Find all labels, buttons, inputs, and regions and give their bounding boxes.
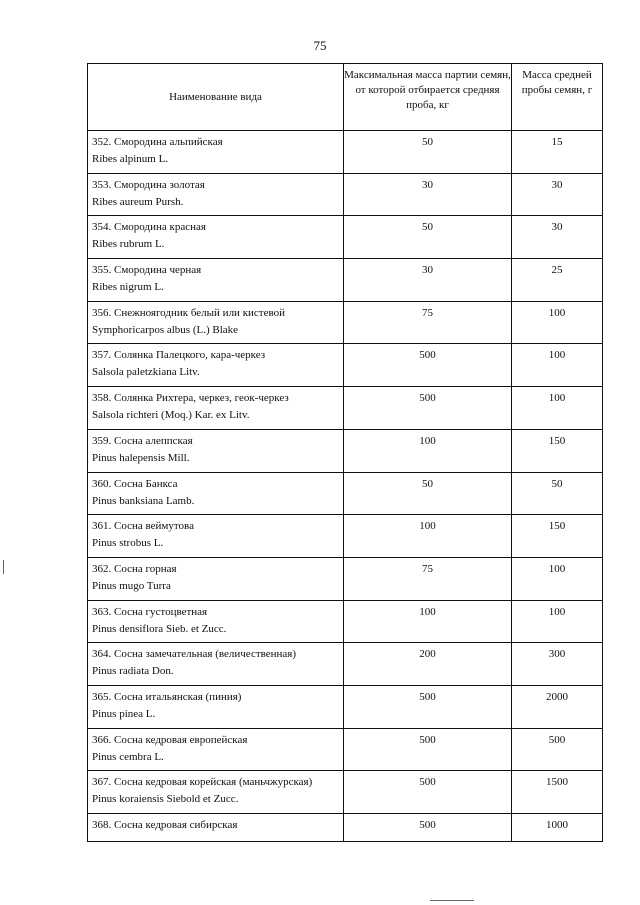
- table-row: [88, 259, 603, 302]
- sample-mass-cell: 500: [512, 728, 603, 771]
- species-name-ru: 359. Сосна алеппская: [92, 434, 193, 447]
- species-name-latin: Pinus densiflora Sieb. et Zucc.: [92, 622, 227, 635]
- species-name-cell: [88, 301, 344, 344]
- species-name-ru: 358. Солянка Рихтера, черкез, геок-черкез: [92, 392, 289, 405]
- species-name-latin: Pinus cembra L.: [92, 750, 164, 763]
- table-header: [88, 64, 603, 131]
- table-row: [88, 472, 603, 515]
- lot-mass-cell: 500: [344, 344, 512, 387]
- species-name-ru: 354. Смородина красная: [92, 221, 206, 234]
- lot-mass-cell: 100: [344, 429, 512, 472]
- table-row: [88, 814, 603, 842]
- species-name-cell: [88, 429, 344, 472]
- lot-mass-cell: 500: [344, 814, 512, 842]
- species-name-ru: 352. Смородина альпийская: [92, 136, 223, 148]
- lot-mass-cell: 500: [344, 728, 512, 771]
- seed-table: [87, 63, 603, 842]
- sample-mass-cell: 150: [512, 429, 603, 472]
- sample-mass-cell: 100: [512, 344, 603, 387]
- table-row: [88, 600, 603, 643]
- table-row: [88, 685, 603, 728]
- species-name-latin: Symphoricarpos albus (L.) Blake: [92, 323, 239, 336]
- species-name-ru: 361. Сосна веймутова: [92, 520, 194, 533]
- lot-mass-cell: 30: [344, 259, 512, 302]
- table-row: [88, 557, 603, 600]
- page-number: 75: [313, 38, 327, 53]
- species-name-cell: [88, 131, 344, 174]
- species-name-cell: [88, 728, 344, 771]
- table-row: [88, 429, 603, 472]
- lot-mass-cell: 75: [344, 301, 512, 344]
- species-name-latin: Pinus banksiana Lamb.: [92, 494, 195, 507]
- species-name-latin: Ribes nigrum L.: [92, 281, 164, 294]
- sample-mass-cell: 1000: [512, 814, 603, 842]
- sample-mass-cell: 150: [512, 515, 603, 558]
- species-name-cell: [88, 472, 344, 515]
- sample-mass-cell: 100: [512, 600, 603, 643]
- species-name-latin: Pinus pinea L.: [92, 707, 156, 720]
- species-name-cell: [88, 387, 344, 430]
- sample-mass-cell: 100: [512, 301, 603, 344]
- sample-mass-cell: 100: [512, 387, 603, 430]
- lot-mass-cell: 500: [344, 685, 512, 728]
- species-name-latin: Pinus strobus L.: [92, 537, 164, 550]
- species-name-latin: Pinus mugo Turra: [92, 579, 171, 592]
- table-row: [88, 216, 603, 259]
- header-lot-mass: Максимальная масса партии семян, от которой отбирается средняя проба, кг: [344, 64, 512, 131]
- table-row: [88, 173, 603, 216]
- species-name-ru: 366. Сосна кедровая европейская: [92, 733, 248, 746]
- species-name-cell: [88, 643, 344, 686]
- species-name-ru: 356. Снежноягодник белый или кистевой: [92, 306, 285, 319]
- species-name-latin: Pinus radiata Don.: [92, 665, 174, 678]
- species-name-ru: 357. Солянка Палецкого, кара-черкез: [92, 349, 266, 362]
- species-name-latin: Ribes rubrum L.: [92, 238, 165, 251]
- species-name-latin: Ribes aureum Pursh.: [92, 195, 184, 208]
- sample-mass-cell: 100: [512, 557, 603, 600]
- species-name-latin: Pinus halepensis Mill.: [92, 451, 190, 464]
- lot-mass-cell: 50: [344, 131, 512, 174]
- table-row: [88, 728, 603, 771]
- species-name-ru: 363. Сосна густоцветная: [92, 605, 208, 618]
- lot-mass-cell: 50: [344, 216, 512, 259]
- scan-mark-bottom: [430, 900, 474, 901]
- lot-mass-cell: 75: [344, 557, 512, 600]
- table-row: [88, 643, 603, 686]
- header-row: [88, 64, 603, 131]
- sample-mass-cell: 2000: [512, 685, 603, 728]
- species-name-ru: 362. Сосна горная: [92, 562, 177, 575]
- species-name-ru: 353. Смородина золотая: [92, 178, 205, 191]
- sample-mass-cell: 30: [512, 216, 603, 259]
- sample-mass-cell: 1500: [512, 771, 603, 814]
- table-body: [88, 131, 603, 842]
- sample-mass-cell: 30: [512, 173, 603, 216]
- sample-mass-cell: 25: [512, 259, 603, 302]
- sample-mass-cell: 50: [512, 472, 603, 515]
- lot-mass-cell: 200: [344, 643, 512, 686]
- table-row: [88, 387, 603, 430]
- lot-mass-cell: 50: [344, 472, 512, 515]
- species-name-latin: Salsola richteri (Moq.) Kar. ex Litv.: [92, 409, 250, 422]
- species-name-cell: [88, 771, 344, 814]
- species-name-latin: Pinus koraiensis Siebold et Zucc.: [92, 793, 239, 806]
- table-row: [88, 131, 603, 174]
- lot-mass-cell: 30: [344, 173, 512, 216]
- species-name-cell: [88, 557, 344, 600]
- species-name-cell: [88, 173, 344, 216]
- species-name-cell: [88, 216, 344, 259]
- species-name-ru: 368. Сосна кедровая сибирская: [92, 819, 238, 831]
- species-name-cell: [88, 685, 344, 728]
- lot-mass-cell: 500: [344, 387, 512, 430]
- species-name-ru: 365. Сосна итальянская (пиния): [92, 690, 242, 703]
- species-name-cell: [88, 259, 344, 302]
- species-name-cell: [88, 515, 344, 558]
- species-name-cell: [88, 600, 344, 643]
- species-name-latin: Ribes alpinum L.: [92, 153, 169, 165]
- lot-mass-cell: 100: [344, 515, 512, 558]
- table-row: [88, 301, 603, 344]
- species-name-cell: [88, 814, 344, 842]
- species-name-ru: 360. Сосна Банкса: [92, 477, 178, 490]
- sample-mass-cell: 300: [512, 643, 603, 686]
- species-name-latin: Salsola paletzkiana Litv.: [92, 366, 200, 379]
- lot-mass-cell: 100: [344, 600, 512, 643]
- table-row: [88, 344, 603, 387]
- lot-mass-cell: 500: [344, 771, 512, 814]
- scan-mark-left: [3, 560, 4, 574]
- table-row: [88, 515, 603, 558]
- species-name-cell: [88, 344, 344, 387]
- sample-mass-cell: 15: [512, 131, 603, 174]
- species-name-ru: 364. Сосна замечательная (величественная): [92, 648, 297, 661]
- header-name: Наименование вида: [88, 64, 344, 131]
- table-row: [88, 771, 603, 814]
- header-sample-mass: Масса средней пробы семян, г: [512, 64, 603, 131]
- species-name-ru: 367. Сосна кедровая корейская (маньчжурская): [92, 776, 313, 789]
- species-name-ru: 355. Смородина черная: [92, 264, 202, 277]
